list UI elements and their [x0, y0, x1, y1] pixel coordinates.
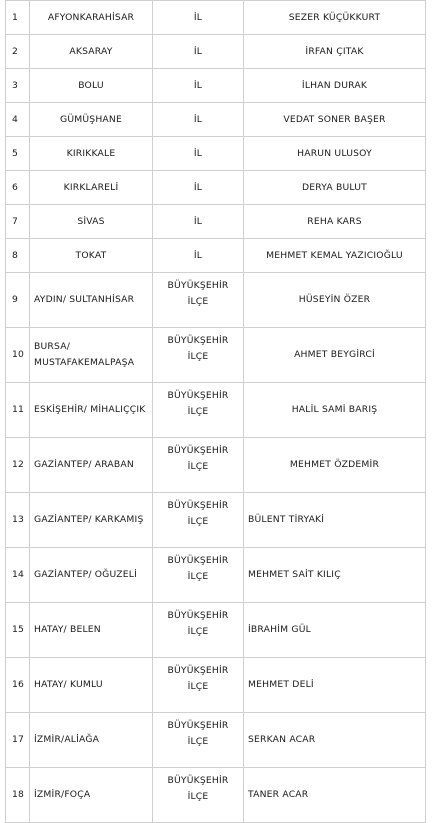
row-number: 13	[6, 493, 30, 548]
table-row	[6, 438, 426, 493]
place-cell: AKSARAY	[30, 35, 153, 69]
type-cell: BÜYÜKŞEHİR İLÇE	[153, 383, 244, 438]
table-row	[6, 273, 426, 328]
place-cell: HATAY/ KUMLU	[30, 658, 153, 713]
table-row	[6, 383, 426, 438]
type-cell: İL	[153, 69, 244, 103]
table-row	[6, 103, 426, 137]
name-cell: HALİL SAMİ BARIŞ	[244, 383, 426, 438]
row-number: 15	[6, 603, 30, 658]
row-number: 1	[6, 1, 30, 35]
place-cell: BOLU	[30, 69, 153, 103]
row-number: 16	[6, 658, 30, 713]
place-cell: ESKİŞEHİR/ MİHALIÇÇIK	[30, 383, 153, 438]
type-cell: BÜYÜKŞEHİR İLÇE	[153, 713, 244, 768]
name-cell: TANER ACAR	[244, 768, 426, 823]
row-number: 2	[6, 35, 30, 69]
place-cell: GAZİANTEP/ OĞUZELİ	[30, 548, 153, 603]
type-cell: İL	[153, 171, 244, 205]
table-row	[6, 35, 426, 69]
place-cell: BURSA/ MUSTAFAKEMALPAŞA	[30, 328, 153, 383]
row-number: 5	[6, 137, 30, 171]
place-cell: KIRIKKALE	[30, 137, 153, 171]
place-cell: GAZİANTEP/ KARKAMIŞ	[30, 493, 153, 548]
name-cell: BÜLENT TİRYAKİ	[244, 493, 426, 548]
place-cell: SİVAS	[30, 205, 153, 239]
place-cell: GÜMÜŞHANE	[30, 103, 153, 137]
table-row	[6, 768, 426, 823]
table-row	[6, 69, 426, 103]
place-cell: İZMİR/FOÇA	[30, 768, 153, 823]
row-number: 4	[6, 103, 30, 137]
name-cell: REHA KARS	[244, 205, 426, 239]
table-row	[6, 205, 426, 239]
table-row	[6, 328, 426, 383]
name-cell: SEZER KÜÇÜKKURT	[244, 1, 426, 35]
name-cell: MEHMET SAİT KILIÇ	[244, 548, 426, 603]
type-cell: BÜYÜKŞEHİR İLÇE	[153, 768, 244, 823]
name-cell: DERYA BULUT	[244, 171, 426, 205]
place-cell: AYDIN/ SULTANHİSAR	[30, 273, 153, 328]
name-cell: İBRAHİM GÜL	[244, 603, 426, 658]
type-cell: BÜYÜKŞEHİR İLÇE	[153, 658, 244, 713]
name-cell: MEHMET DELİ	[244, 658, 426, 713]
row-number: 11	[6, 383, 30, 438]
row-number: 7	[6, 205, 30, 239]
type-cell: BÜYÜKŞEHİR İLÇE	[153, 603, 244, 658]
name-cell: İLHAN DURAK	[244, 69, 426, 103]
place-cell: AFYONKARAHİSAR	[30, 1, 153, 35]
place-cell: GAZİANTEP/ ARABAN	[30, 438, 153, 493]
row-number: 17	[6, 713, 30, 768]
table-row	[6, 548, 426, 603]
type-cell: BÜYÜKŞEHİR İLÇE	[153, 273, 244, 328]
row-number: 6	[6, 171, 30, 205]
place-cell: TOKAT	[30, 239, 153, 273]
type-cell: BÜYÜKŞEHİR İLÇE	[153, 493, 244, 548]
place-cell: KIRKLARELİ	[30, 171, 153, 205]
row-number: 14	[6, 548, 30, 603]
table-row	[6, 658, 426, 713]
table-row	[6, 713, 426, 768]
name-cell: HÜSEYİN ÖZER	[244, 273, 426, 328]
table-row	[6, 603, 426, 658]
name-cell: MEHMET ÖZDEMİR	[244, 438, 426, 493]
type-cell: BÜYÜKŞEHİR İLÇE	[153, 438, 244, 493]
row-number: 3	[6, 69, 30, 103]
name-cell: VEDAT SONER BAŞER	[244, 103, 426, 137]
place-cell: HATAY/ BELEN	[30, 603, 153, 658]
table-row	[6, 239, 426, 273]
type-cell: İL	[153, 205, 244, 239]
row-number: 10	[6, 328, 30, 383]
type-cell: İL	[153, 35, 244, 69]
table-row	[6, 493, 426, 548]
type-cell: BÜYÜKŞEHİR İLÇE	[153, 548, 244, 603]
type-cell: İL	[153, 1, 244, 35]
name-cell: MEHMET KEMAL YAZICIOĞLU	[244, 239, 426, 273]
table-row	[6, 171, 426, 205]
type-cell: İL	[153, 137, 244, 171]
place-cell: İZMİR/ALİAĞA	[30, 713, 153, 768]
name-cell: SERKAN ACAR	[244, 713, 426, 768]
table-row	[6, 137, 426, 171]
name-cell: AHMET BEYGİRCİ	[244, 328, 426, 383]
appointments-table	[5, 0, 426, 823]
row-number: 9	[6, 273, 30, 328]
row-number: 8	[6, 239, 30, 273]
type-cell: İL	[153, 239, 244, 273]
type-cell: İL	[153, 103, 244, 137]
type-cell: BÜYÜKŞEHİR İLÇE	[153, 328, 244, 383]
name-cell: HARUN ULUSOY	[244, 137, 426, 171]
name-cell: İRFAN ÇITAK	[244, 35, 426, 69]
row-number: 12	[6, 438, 30, 493]
row-number: 18	[6, 768, 30, 823]
table-row	[6, 1, 426, 35]
